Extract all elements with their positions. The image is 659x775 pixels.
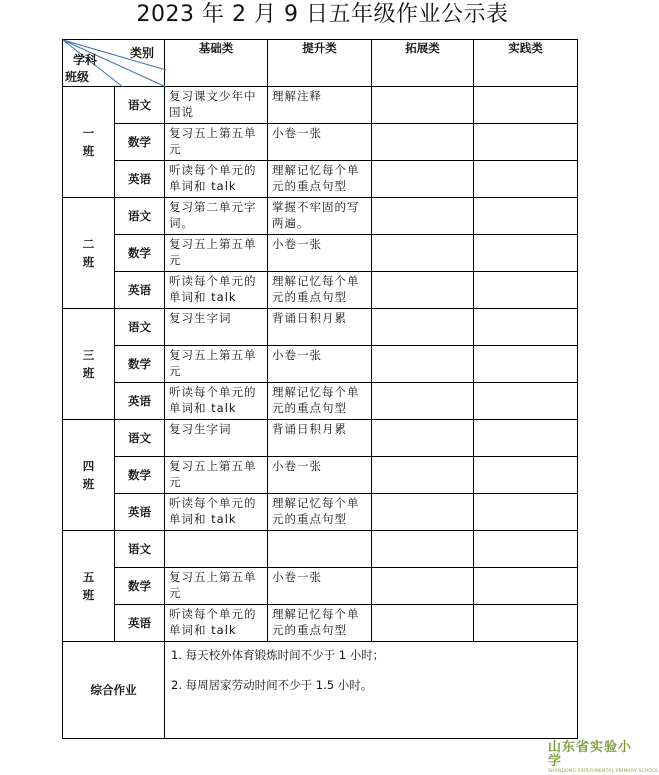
subject-cell: 语文 [115, 198, 165, 235]
subject-cell: 英语 [115, 272, 165, 309]
class-name-line1: 二 [82, 237, 95, 251]
extended-task-cell [372, 457, 474, 494]
table-row [63, 420, 578, 457]
subject-cell: 数学 [115, 235, 165, 272]
table-row [63, 346, 578, 383]
extended-task-cell [372, 346, 474, 383]
subject-cell: 语文 [115, 87, 165, 124]
extended-task-cell [372, 568, 474, 605]
basic-task-cell: 复习五上第五单元 [165, 124, 268, 161]
logo-name-cn: 山东省实验小学 [548, 740, 633, 769]
practice-task-cell [474, 161, 578, 198]
column-header-advanced: 提升类 [268, 40, 372, 87]
homework-table [62, 39, 578, 739]
subject-cell: 语文 [115, 420, 165, 457]
advanced-task-cell [268, 531, 372, 568]
subject-cell: 英语 [115, 161, 165, 198]
class-name-cell [63, 531, 115, 642]
basic-task-cell: 听读每个单元的单词和 talk [165, 383, 268, 420]
subject-cell: 语文 [115, 531, 165, 568]
advanced-task-cell: 理解记忆每个单元的重点句型 [268, 161, 372, 198]
practice-task-cell [474, 346, 578, 383]
extended-task-cell [372, 124, 474, 161]
advanced-task-cell: 小卷一张 [268, 457, 372, 494]
table-row [63, 383, 578, 420]
practice-task-cell [474, 457, 578, 494]
page-title: 2023 年 2 月 9 日五年级作业公示表 [136, 2, 509, 27]
practice-task-cell [474, 272, 578, 309]
subject-cell: 英语 [115, 605, 165, 642]
table-row [63, 235, 578, 272]
extended-task-cell [372, 494, 474, 531]
class-name-cell [63, 198, 115, 309]
table-row [63, 531, 578, 568]
table-row [63, 198, 578, 235]
practice-task-cell [474, 568, 578, 605]
basic-task-cell: 听读每个单元的单词和 talk [165, 605, 268, 642]
subject-cell: 数学 [115, 346, 165, 383]
comprehensive-item: 2. 每周居家劳动时间不少于 1.5 小时。 [171, 678, 373, 692]
category-label: 类别 [129, 46, 154, 60]
class-name-line2: 班 [82, 588, 95, 602]
table-row [63, 124, 578, 161]
advanced-task-cell: 背诵日积月累 [268, 309, 372, 346]
practice-task-cell [474, 383, 578, 420]
practice-task-cell [474, 87, 578, 124]
table-row [63, 457, 578, 494]
advanced-task-cell: 小卷一张 [268, 568, 372, 605]
table-row [63, 272, 578, 309]
logo-name-en: SHANDONG EXPERIMENTAL PRIMARY SCHOOL [548, 769, 659, 774]
extended-task-cell [372, 420, 474, 457]
table-row [63, 494, 578, 531]
extended-task-cell [372, 383, 474, 420]
table-row [63, 309, 578, 346]
subject-cell: 数学 [115, 457, 165, 494]
class-name-cell [63, 420, 115, 531]
basic-task-cell: 听读每个单元的单词和 talk [165, 161, 268, 198]
basic-task-cell: 听读每个单元的单词和 talk [165, 272, 268, 309]
advanced-task-cell: 理解记忆每个单元的重点句型 [268, 272, 372, 309]
class-name-line1: 三 [82, 348, 95, 362]
table-row [63, 568, 578, 605]
subject-cell: 英语 [115, 383, 165, 420]
practice-task-cell [474, 420, 578, 457]
class-name-cell [63, 87, 115, 198]
extended-task-cell [372, 87, 474, 124]
class-name-line2: 班 [82, 366, 95, 380]
comprehensive-row [63, 642, 578, 739]
basic-task-cell: 复习课文少年中国说 [165, 87, 268, 124]
practice-task-cell [474, 309, 578, 346]
subject-cell: 语文 [115, 309, 165, 346]
column-header-practice: 实践类 [474, 40, 578, 87]
practice-task-cell [474, 235, 578, 272]
class-name-line1: 五 [82, 570, 95, 584]
subject-cell: 英语 [115, 494, 165, 531]
extended-task-cell [372, 272, 474, 309]
advanced-task-cell: 掌握不牢固的写两遍。 [268, 198, 372, 235]
advanced-task-cell: 理解注释 [268, 87, 372, 124]
advanced-task-cell: 背诵日积月累 [268, 420, 372, 457]
practice-task-cell [474, 494, 578, 531]
column-header-extended: 拓展类 [372, 40, 474, 87]
advanced-task-cell: 小卷一张 [268, 124, 372, 161]
basic-task-cell: 复习生字词 [165, 420, 268, 457]
basic-task-cell [165, 531, 268, 568]
diagonal-header-cell [63, 40, 165, 87]
extended-task-cell [372, 531, 474, 568]
advanced-task-cell: 理解记忆每个单元的重点句型 [268, 605, 372, 642]
class-name-line1: 四 [82, 459, 95, 473]
basic-task-cell: 复习第二单元字词。 [165, 198, 268, 235]
comprehensive-label: 综合作业 [63, 642, 165, 739]
extended-task-cell [372, 198, 474, 235]
table-row [63, 87, 578, 124]
basic-task-cell: 复习五上第五单元 [165, 568, 268, 605]
extended-task-cell [372, 309, 474, 346]
practice-task-cell [474, 124, 578, 161]
extended-task-cell [372, 605, 474, 642]
class-name-line2: 班 [82, 144, 95, 158]
extended-task-cell [372, 161, 474, 198]
advanced-task-cell: 小卷一张 [268, 235, 372, 272]
basic-task-cell: 听读每个单元的单词和 talk [165, 494, 268, 531]
practice-task-cell [474, 605, 578, 642]
subject-label: 学科 [73, 53, 98, 67]
advanced-task-cell: 理解记忆每个单元的重点句型 [268, 383, 372, 420]
table-row [63, 161, 578, 198]
class-name-line1: 一 [82, 126, 95, 140]
subject-cell: 数学 [115, 568, 165, 605]
advanced-task-cell: 小卷一张 [268, 346, 372, 383]
practice-task-cell [474, 198, 578, 235]
class-name-line2: 班 [82, 477, 95, 491]
column-header-basic: 基础类 [165, 40, 268, 87]
advanced-task-cell: 理解记忆每个单元的重点句型 [268, 494, 372, 531]
header-row [63, 40, 578, 87]
subject-cell: 数学 [115, 124, 165, 161]
basic-task-cell: 复习五上第五单元 [165, 346, 268, 383]
basic-task-cell: 复习五上第五单元 [165, 457, 268, 494]
class-name-line2: 班 [82, 255, 95, 269]
practice-task-cell [474, 531, 578, 568]
class-name-cell [63, 309, 115, 420]
basic-task-cell: 复习生字词 [165, 309, 268, 346]
basic-task-cell: 复习五上第五单元 [165, 235, 268, 272]
extended-task-cell [372, 235, 474, 272]
comprehensive-content [165, 642, 578, 739]
class-label: 班级 [65, 70, 90, 84]
school-logo [548, 740, 659, 774]
comprehensive-item: 1. 每天校外体育锻炼时间不少于 1 小时； [171, 648, 385, 662]
table-row [63, 605, 578, 642]
